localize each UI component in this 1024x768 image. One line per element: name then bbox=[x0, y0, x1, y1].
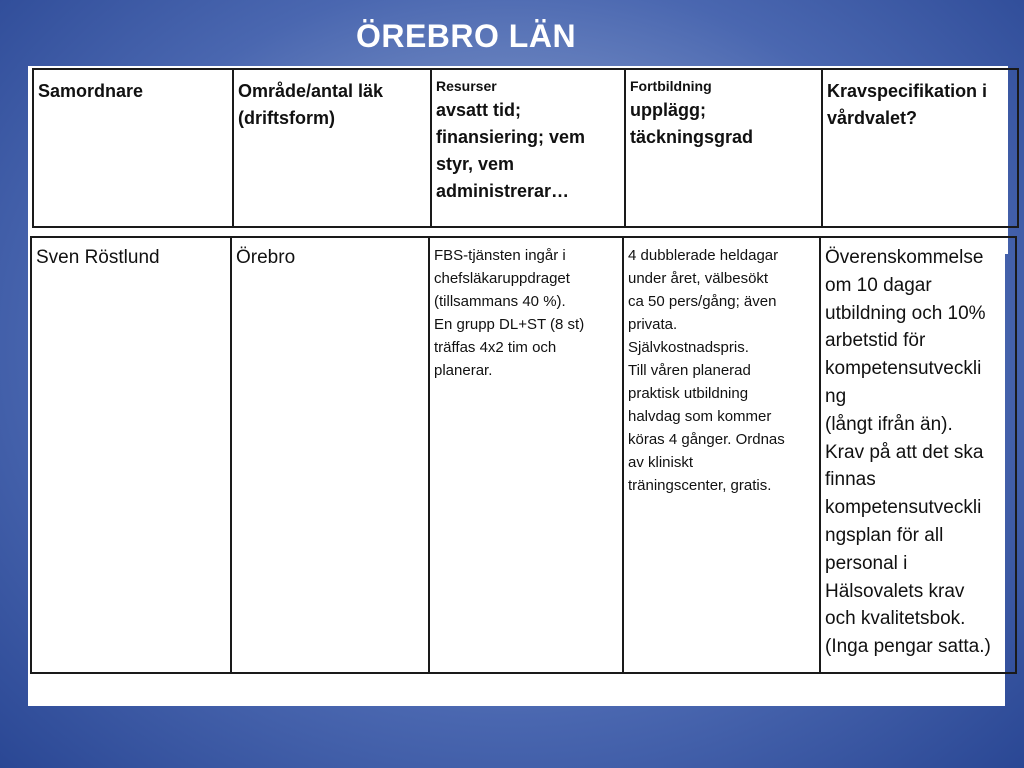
table-row bbox=[31, 237, 1016, 673]
cell-samordnare: Sven Röstlund bbox=[31, 237, 231, 673]
cell-omrade: Örebro bbox=[231, 237, 429, 673]
header-resurser-desc: avsatt tid; finansiering; vem styr, vem administrerar… bbox=[436, 100, 586, 201]
header-row bbox=[33, 69, 1018, 227]
header-krav: Kravspecifikation i vårdvalet? bbox=[822, 69, 1018, 227]
header-resurser bbox=[431, 69, 625, 227]
cell-fortbildning: 4 dubblerade heldagar under året, välbesökt ca 50 pers/gång; även privata. Självkostnadspris. Till våren planerad praktisk utbildning halvdag som kommer köras 4 gånger. Ordnas av kliniskt träningscenter, gratis. bbox=[623, 237, 820, 673]
cell-resurser: FBS-tjänsten ingår i chefsläkaruppdraget (tillsammans 40 %). En grupp DL+ST (8 st) träffas 4x2 tim och planerar. bbox=[429, 237, 623, 673]
header-fortbildning bbox=[625, 69, 822, 227]
header-table bbox=[32, 68, 1019, 228]
header-fortbildning-desc: upplägg; täckningsgrad bbox=[630, 100, 754, 147]
header-omrade: Område/antal läk (driftsform) bbox=[233, 69, 431, 227]
data-table bbox=[30, 236, 1017, 674]
header-samordnare: Samordnare bbox=[33, 69, 233, 227]
slide-title: ÖREBRO LÄN bbox=[355, 18, 577, 54]
header-fortbildning-label: Fortbildning bbox=[630, 78, 712, 94]
cell-krav: Överenskommelse om 10 dagar utbildning och 10% arbetstid för kompetensutveckli ng (långt ifrån än). Krav på att det ska finnas kompetensutveckli ngsplan för all personal i Hälsovalets krav och kvalitetsbok. (Inga pengar satta.) bbox=[820, 237, 1016, 673]
header-resurser-label: Resurser bbox=[436, 78, 497, 94]
